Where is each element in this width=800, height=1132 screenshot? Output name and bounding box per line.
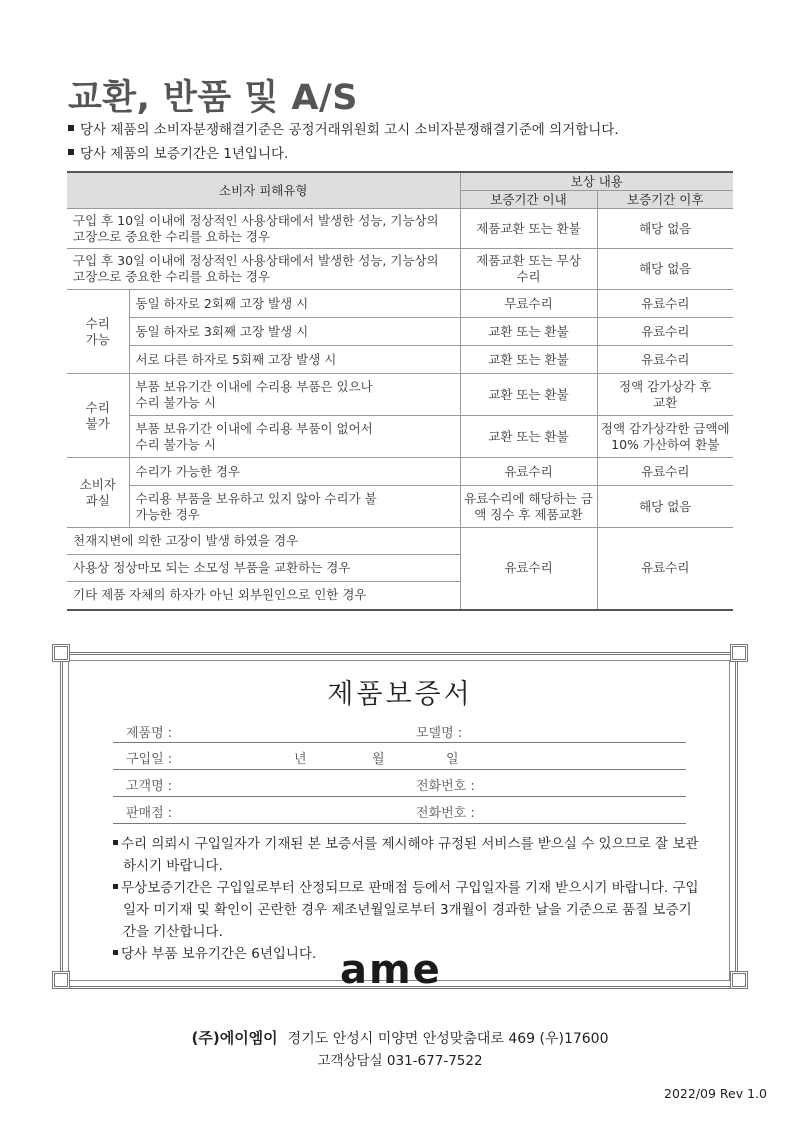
table-row: 동일 하자로 3회째 고장 발생 시 교환 또는 환불 유료수리 <box>67 318 733 346</box>
store-label: 판매점 : <box>126 806 173 821</box>
purchase-date-label: 구입일 : <box>126 752 173 767</box>
field-line <box>113 742 686 743</box>
header-within-warranty: 보증기간 이내 <box>460 191 597 209</box>
customer-service-phone: 고객상담실 031-677-7522 <box>317 1053 483 1069</box>
company-info <box>0 1027 800 1048</box>
frame-corner-ornament <box>52 971 70 989</box>
table-row: 수리 가능 동일 하자로 2회째 고장 발생 시 무료수리 유료수리 <box>67 290 733 318</box>
model-name-label: 모델명 : <box>416 726 463 741</box>
header-after-warranty: 보증기간 이후 <box>597 191 733 209</box>
header-damage-type: 소비자 피해유형 <box>67 172 460 209</box>
compensation-table <box>67 171 733 611</box>
field-line <box>113 796 686 797</box>
table-row: 소비자 과실 수리가 가능한 경우 유료수리 유료수리 <box>67 458 733 486</box>
ame-logo: ame <box>340 947 442 993</box>
bullet-square-icon <box>68 149 74 155</box>
company-name: (주)에이엠이 <box>191 1029 278 1047</box>
header-compensation: 보상 내용 <box>460 172 733 191</box>
certificate-notes <box>113 833 703 965</box>
bullet-square-icon <box>113 884 118 889</box>
store-phone-label: 전화번호 : <box>416 806 475 821</box>
month-label: 월 <box>372 752 385 767</box>
company-address: 경기도 안성시 미양면 안성맞춤대로 469 (우)17600 <box>287 1031 609 1047</box>
table-row: 서로 다른 하자로 5회째 고장 발생 시 교환 또는 환불 유료수리 <box>67 346 733 374</box>
frame-corner-ornament <box>52 644 70 662</box>
group-label: 수리 가능 <box>67 290 129 374</box>
product-name-label: 제품명 : <box>126 726 173 741</box>
table-row: 부품 보유기간 이내에 수리용 부품이 없어서 수리 불가능 시 교환 또는 환불 정액 감가상각한 금액에 10% 가산하여 환불 <box>67 416 733 458</box>
note-item: 당사 부품 보유기간은 6년입니다. <box>113 943 703 965</box>
customer-phone-label: 전화번호 : <box>416 779 475 794</box>
table-row: 천재지변에 의한 고장이 발생 하였을 경우 유료수리 유료수리 <box>67 528 733 555</box>
note-item: 수리 의뢰시 구입일자가 기재된 본 보증서를 제시해야 규정된 서비스를 받으실 수 있으므로 잘 보관하시기 바랍니다. <box>113 833 703 877</box>
revision-label: 2022/09 Rev 1.0 <box>664 1086 767 1101</box>
field-line <box>113 769 686 770</box>
table-row: 수리용 부품을 보유하고 있지 않아 수리가 불가능한 경우 유료수리에 해당하는 금액 징수 후 제품교환 해당 없음 <box>67 486 733 528</box>
table-row: 구입 후 30일 이내에 정상적인 사용상태에서 발생한 성능, 기능상의 고장으로 중요한 수리를 요하는 경우 제품교환 또는 무상수리 해당 없음 <box>67 249 733 290</box>
year-label: 년 <box>294 752 307 767</box>
policy-note: 당사 제품의 보증기간은 1년입니다. <box>68 142 619 166</box>
field-line <box>113 823 686 824</box>
table-row: 기타 제품 자체의 하자가 아닌 외부원인으로 인한 경우 <box>67 582 733 610</box>
certificate-title: 제품보증서 <box>327 679 473 710</box>
table-row: 구입 후 10일 이내에 정상적인 사용상태에서 발생한 성능, 기능상의 고장으로 중요한 수리를 요하는 경우 제품교환 또는 환불 해당 없음 <box>67 209 733 249</box>
policy-notes <box>68 118 619 166</box>
table-row: 수리 불가 부품 보유기간 이내에 수리용 부품은 있으나 수리 불가능 시 교환 또는 환불 정액 감가상각 후 교환 <box>67 374 733 416</box>
bullet-square-icon <box>113 950 118 955</box>
note-item: 무상보증기간은 구입일로부터 산정되므로 판매점 등에서 구입일자를 기재 받으시기 바랍니다. 구입일자 미기재 및 확인이 곤란한 경우 제조년월일로부터 3개월이 경과한 날을 기준으로 품질 보증기간을 기산합니다. <box>113 877 703 943</box>
bullet-square-icon <box>113 840 118 845</box>
frame-corner-ornament <box>730 971 748 989</box>
page-title: 교환, 반품 및 A/S <box>68 78 358 118</box>
policy-note: 당사 제품의 소비자분쟁해결기준은 공정거래위원회 고시 소비자분쟁해결기준에 의거합니다. <box>68 118 619 142</box>
day-label: 일 <box>446 752 459 767</box>
table-row: 사용상 정상마모 되는 소모성 부품을 교환하는 경우 <box>67 555 733 582</box>
customer-name-label: 고객명 : <box>126 779 173 794</box>
group-label: 수리 불가 <box>67 374 129 458</box>
bullet-square-icon <box>68 125 74 131</box>
group-label: 소비자 과실 <box>67 458 129 528</box>
frame-corner-ornament <box>730 644 748 662</box>
